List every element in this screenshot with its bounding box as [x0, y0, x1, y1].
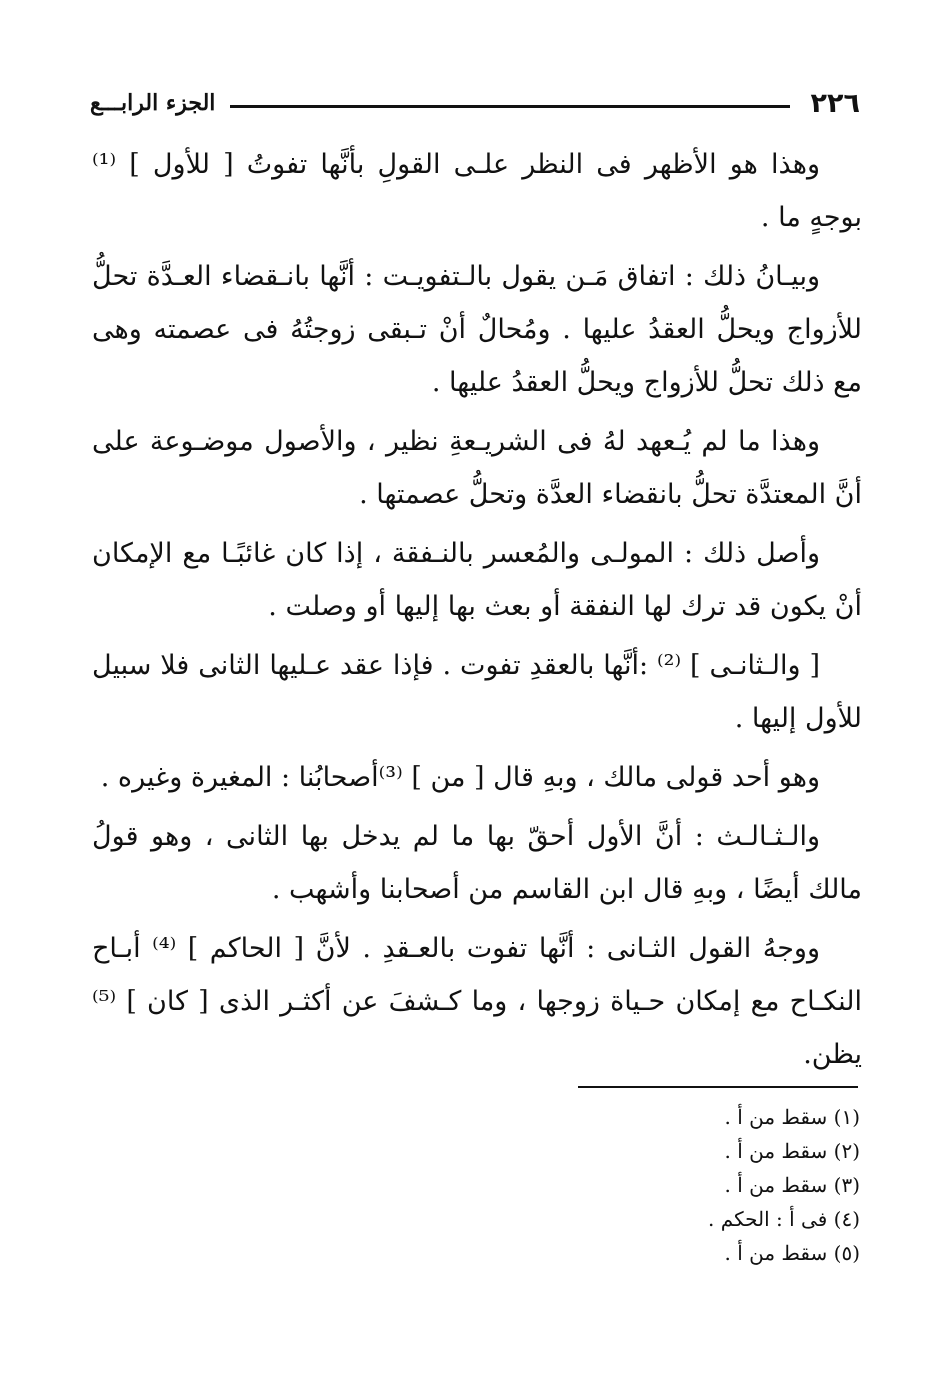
paragraph: وهذا هو الأظهر فى النظر علـى القولِ بأنَّها تفوتُ [ للأول ] ⁽¹⁾ بوجهٍ ما . [92, 149, 862, 233]
paragraph: [ والـثانـى ] ⁽²⁾ :أنَّها بالعقدِ تفوت . فإذا عقد عـليها الثانى فلا سبيل للأول إليها . [92, 650, 862, 734]
footnote-3: (٣) سقط من أ . [724, 1173, 860, 1197]
footnote-4: (٤) فى أ : الحكم . [708, 1207, 860, 1231]
header-rule [230, 105, 790, 108]
paragraph: وبيـانُ ذلك : اتفاق مَـن يقول بالـتفويـت : أنَّها بانـقضاء العـدَّة تحلُّ للأزواج ويحلُّ العقدُ عليها . ومُحالٌ أنْ تـبقى زوجتُهُ فى عصمته وهى مع ذلك تحلُّ للأزواج ويحلُّ العقدُ عليها . [92, 261, 862, 398]
page-header [90, 86, 860, 122]
footnote-1: (١) سقط من أ . [724, 1105, 860, 1129]
running-title: الجزء الرابـــع [90, 90, 216, 116]
footnotes [460, 1100, 860, 1270]
page-number: ٢٢٦ [810, 88, 860, 119]
paragraph: وهو أحد قولى مالك ، وبهِ قال [ من ] ⁽³⁾أصحابُنا : المغيرة وغيره . [100, 762, 820, 793]
paragraph: وأصل ذلك : المولـى والمُعسر بالنـفقة ، إذا كان غائبًـا مع الإمكان أنْ يكون قد ترك لها النفقة أو بعث بها إليها أو وصلت . [92, 538, 862, 622]
paragraph: وهذا ما لم يُـعهد لهُ فى الشريـعةِ نظير ، والأصول موضـوعة على أنَّ المعتدَّة تحلُّ بانقضاء العدَّة وتحلُّ عصمتها . [92, 426, 862, 510]
footnote-5: (٥) سقط من أ . [724, 1241, 860, 1265]
paragraph: ووجهُ القول الثـانى : أنَّها تفوت بالعـقدِ . لأنَّ [ الحاكم ] ⁽⁴⁾ أبـاح النكـاح مع إمكان حـياة زوجها ، وما كـشفَ عن أكثـر الذى [ كان ] ⁽⁵⁾ يظن. [92, 933, 862, 1070]
footnote-2: (٢) سقط من أ . [724, 1139, 860, 1163]
footnote-separator [578, 1086, 858, 1088]
main-text [92, 138, 862, 1087]
paragraph: والـثـالـث : أنَّ الأول أحقّ بها ما لم يدخل بها الثانى ، وهو قولُ مالك أيضًا ، وبهِ قال ابن القاسم من أصحابنا وأشهب . [92, 821, 862, 905]
